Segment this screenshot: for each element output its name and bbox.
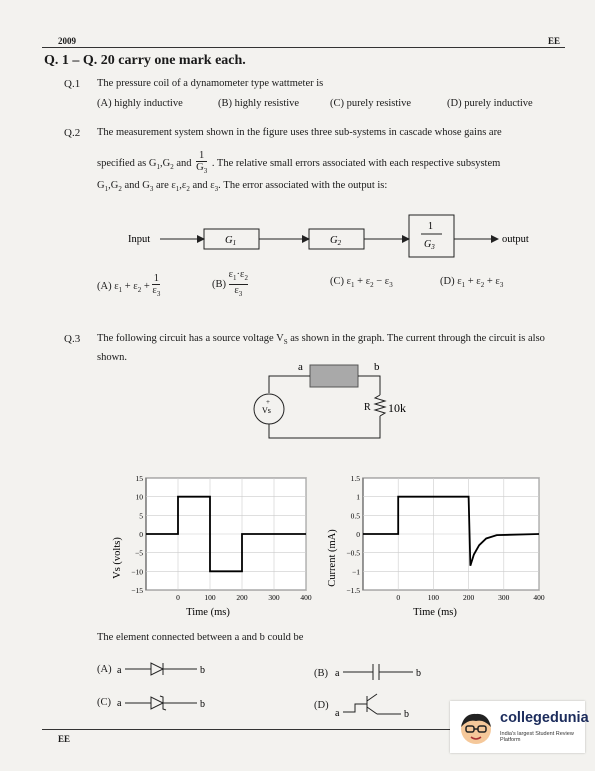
q2-line3: $G_1,G_2$ and $G_3$ are $\varepsilon_1,\varepsilon_2$ and $\varepsilon_3$. The error associated with the output is:: [97, 180, 388, 194]
q2-option-c: (C) $\varepsilon_1 + \varepsilon_2 - \varepsilon_3$: [330, 276, 393, 290]
vs-graph: [108, 470, 313, 620]
svg-text:b: b: [200, 699, 205, 710]
vs-xtick-label: 200: [236, 593, 248, 602]
vs-ytick-label: 5: [139, 511, 143, 521]
vs-xtick-label: 100: [204, 593, 216, 602]
svg-text:b: b: [404, 709, 409, 720]
resistor: [375, 395, 385, 416]
q1-text: The pressure coil of a dynamometer type wattmeter is: [97, 78, 324, 89]
svg-text:+: +: [266, 398, 270, 406]
node-b-label: b: [374, 361, 380, 373]
current-ytick-label: 0: [356, 530, 360, 539]
g2-label: G2: [330, 235, 342, 247]
q1-number: Q.1: [64, 78, 81, 90]
q3-question: The element connected between a and b could be: [97, 632, 304, 643]
svg-text:b: b: [200, 665, 205, 676]
svg-text:a: a: [335, 708, 340, 719]
q2-line1: The measurement system shown in the figure uses three sub-systems in cascade whose gains are: [97, 127, 502, 138]
q1-option-d: (D) purely inductive: [447, 98, 533, 109]
capacitor-symbol: [333, 662, 433, 682]
q3-circuit: [240, 360, 410, 460]
g1-label: G1: [225, 235, 237, 247]
g3-denominator: $G_3$: [424, 239, 435, 251]
resistor-value: 10k: [388, 401, 406, 415]
vs-ytick-label: −15: [131, 586, 143, 595]
current-ytick-label: −1.5: [346, 586, 360, 595]
current-xtick-label: 300: [498, 593, 510, 602]
q3-text: The following circuit has a source voltage $V_S$ as shown in the graph. The current through the circuit is also shown.: [97, 333, 545, 364]
current-graph: [323, 470, 548, 620]
node-a-label: a: [298, 361, 303, 373]
vs-ytick-label: −5: [135, 548, 143, 558]
wire-left: [269, 376, 310, 393]
vs-ytick-label: 10: [135, 492, 143, 502]
input-label: Input: [128, 234, 151, 245]
unknown-element-box: [310, 365, 358, 387]
q1-option-a: (A) highly inductive: [97, 98, 183, 109]
paper-code: EE: [548, 36, 561, 46]
current-ytick-label: 1: [356, 492, 360, 502]
diode-symbol: [115, 660, 215, 680]
exam-year: 2009: [58, 36, 76, 46]
vs-xtick-label: 300: [268, 593, 280, 602]
current-xlabel: Time (ms): [413, 607, 457, 618]
svg-text:a: a: [117, 665, 122, 676]
q2-number: Q.2: [64, 127, 81, 139]
vs-ylabel: Vs (volts): [112, 537, 123, 579]
resistor-label: R: [364, 402, 371, 413]
current-ytick-label: −0.5: [346, 548, 360, 558]
header-rule: [42, 47, 565, 48]
svg-text:a: a: [335, 668, 340, 679]
current-plot-area: [346, 474, 544, 602]
vs-ytick-label: 0: [139, 530, 143, 539]
current-ytick-label: −1: [352, 567, 360, 577]
source-label: Vs: [262, 406, 271, 415]
vs-xtick-label: 400: [300, 593, 312, 602]
q1-option-b: (B) highly resistive: [218, 98, 300, 109]
q2-option-a: (A) $\varepsilon_1 + \varepsilon_2$ + $\frac{1}{\varepsilon_3}$: [97, 273, 161, 299]
q3-option-d: (D): [314, 700, 329, 711]
footer-code: EE: [58, 734, 71, 744]
q3-option-c: (C): [97, 697, 111, 708]
vs-plot-area: [131, 474, 312, 602]
svg-text:a: a: [117, 698, 122, 709]
vs-ytick-label: −10: [131, 567, 143, 577]
q2-option-d: (D) $\varepsilon_1 + \varepsilon_2 + \varepsilon_3$: [440, 276, 504, 290]
q1-option-c: (C) purely resistive: [330, 98, 412, 109]
q3-number: Q.3: [64, 333, 81, 345]
brand-name: collegedunia: [500, 710, 589, 726]
current-ytick-label: 1.5: [350, 474, 360, 483]
q2-option-b: (B) $\frac{\varepsilon_1\cdot\varepsilon_2}{\varepsilon_3}$: [212, 269, 248, 299]
student-avatar-icon: [458, 711, 494, 745]
collegedunia-logo: [450, 701, 589, 753]
output-label: output: [502, 234, 529, 245]
q2-line2: specified as $G_1,G_2$ and $\frac{1}{G_3}$ . The relative small errors associated with each respective subsystem: [97, 150, 501, 176]
wire-bottom: [269, 416, 380, 438]
current-ytick-label: 0.5: [350, 511, 360, 521]
svg-text:b: b: [416, 668, 421, 679]
q2-block-diagram: [118, 212, 558, 262]
zener-diode-symbol: [115, 693, 215, 713]
section-title: Q. 1 – Q. 20 carry one mark each.: [44, 53, 246, 68]
q3-option-a: (A): [97, 664, 112, 675]
current-xtick-label: 200: [462, 593, 475, 602]
vs-xlabel: Time (ms): [186, 607, 230, 618]
g3-numerator: 1: [428, 221, 433, 232]
brand-tagline: India's largest Student Review Platform: [500, 731, 574, 743]
current-xtick-label: 0: [396, 593, 401, 602]
current-ylabel: Current (mA): [327, 529, 338, 587]
vs-xtick-label: 0: [176, 593, 180, 602]
transistor-symbol: [333, 692, 433, 720]
current-xtick-label: 100: [427, 593, 440, 602]
wire-right: [358, 376, 380, 395]
vs-ytick-label: 15: [135, 474, 143, 483]
q3-option-b: (B): [314, 668, 328, 679]
current-xtick-label: 400: [533, 593, 545, 602]
